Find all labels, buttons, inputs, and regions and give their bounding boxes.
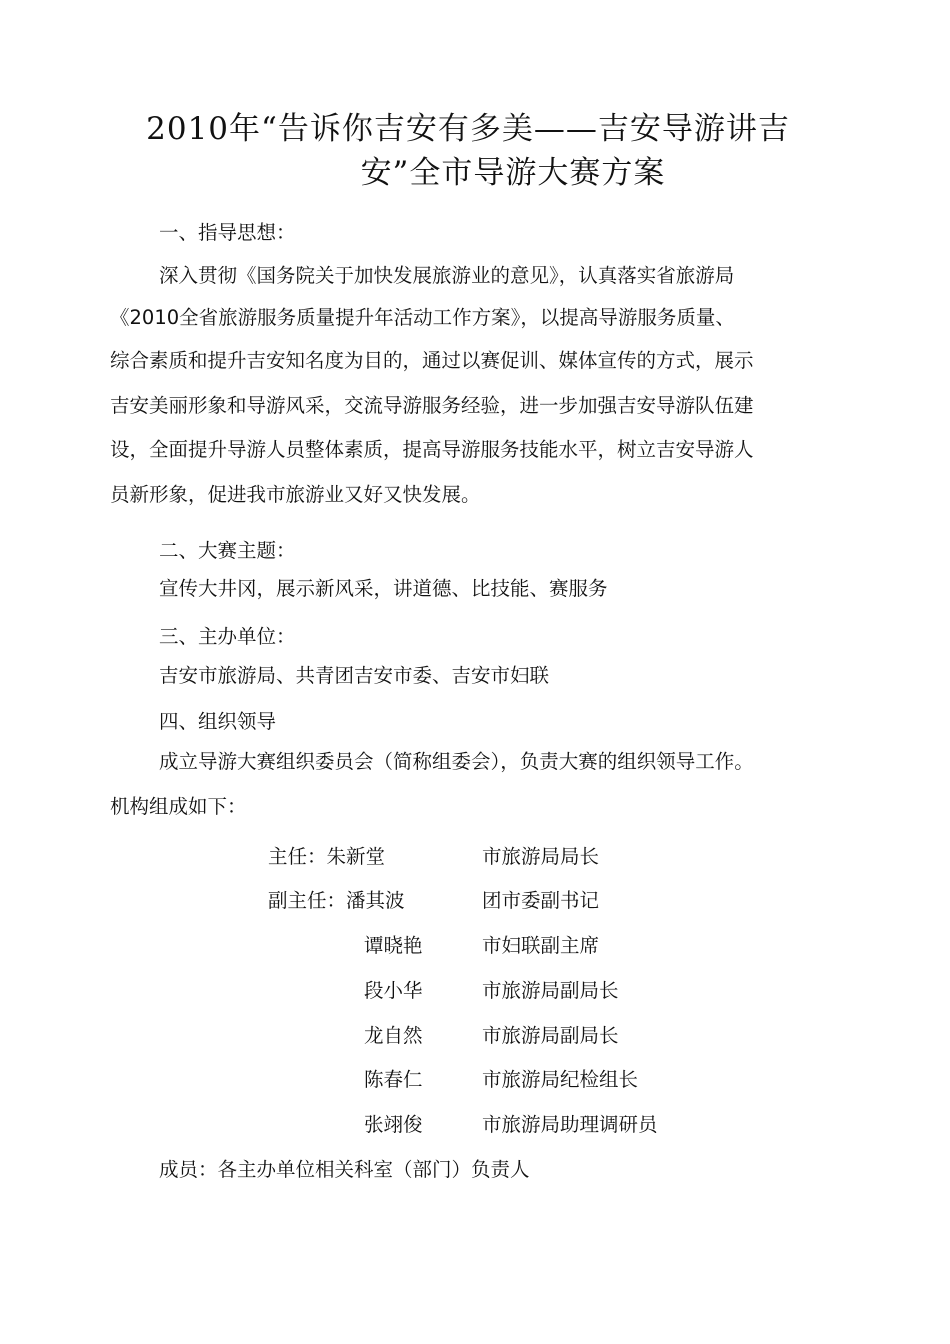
committee-role: 市旅游局局长 — [482, 845, 600, 868]
members-text: 成员：各主办单位相关科室（部门）负责人 — [159, 1158, 530, 1181]
paragraph-line: 吉安美丽形象和导游风采，交流导游服务经验，进一步加强吉安导游队伍建 — [110, 394, 754, 417]
committee-role: 市旅游局副局长 — [482, 979, 619, 1002]
section-heading-guiding-ideology: 一、指导思想： — [159, 221, 296, 244]
paragraph-line: 综合素质和提升吉安知名度为目的，通过以赛促训、媒体宣传的方式，展示 — [110, 349, 754, 372]
paragraph-line: 机构组成如下： — [110, 795, 247, 818]
paragraph-line: 《2010全省旅游服务质量提升年活动工作方案》，以提高导游服务质量、 — [110, 306, 735, 329]
paragraph-line: 员新形象，促进我市旅游业又好又快发展。 — [110, 483, 481, 506]
committee-role: 团市委副书记 — [482, 889, 600, 912]
committee-role: 市妇联副主席 — [482, 934, 600, 957]
committee-role: 市旅游局副局长 — [482, 1024, 619, 1047]
committee-name: 张翊俊 — [364, 1113, 423, 1136]
section-heading-leadership: 四、组织领导 — [159, 710, 277, 733]
section-heading-theme: 二、大赛主题： — [159, 539, 296, 562]
committee-role: 市旅游局助理调研员 — [482, 1113, 658, 1136]
committee-name: 谭晓艳 — [364, 934, 423, 957]
organizers-text: 吉安市旅游局、共青团吉安市委、吉安市妇联 — [159, 664, 550, 687]
paragraph-line: 设，全面提升导游人员整体素质，提高导游服务技能水平，树立吉安导游人 — [110, 438, 754, 461]
document-title-line-2: 安”全市导游大赛方案 — [360, 155, 666, 191]
document-title-line-1: 2010年“告诉你吉安有多美——吉安导游讲吉 — [146, 111, 790, 147]
committee-name: 龙自然 — [364, 1024, 423, 1047]
section-heading-organizers: 三、主办单位： — [159, 625, 296, 648]
committee-name: 段小华 — [364, 979, 423, 1002]
committee-role: 市旅游局纪检组长 — [482, 1068, 639, 1091]
committee-name: 主任：朱新堂 — [268, 845, 386, 868]
paragraph-line: 成立导游大赛组织委员会（简称组委会），负责大赛的组织领导工作。 — [159, 750, 754, 773]
paragraph-line: 深入贯彻《国务院关于加快发展旅游业的意见》，认真落实省旅游局 — [159, 264, 735, 287]
committee-name: 陈春仁 — [364, 1068, 423, 1091]
committee-name: 副主任：潘其波 — [268, 889, 405, 912]
theme-text: 宣传大井冈，展示新风采，讲道德、比技能、赛服务 — [159, 577, 608, 600]
